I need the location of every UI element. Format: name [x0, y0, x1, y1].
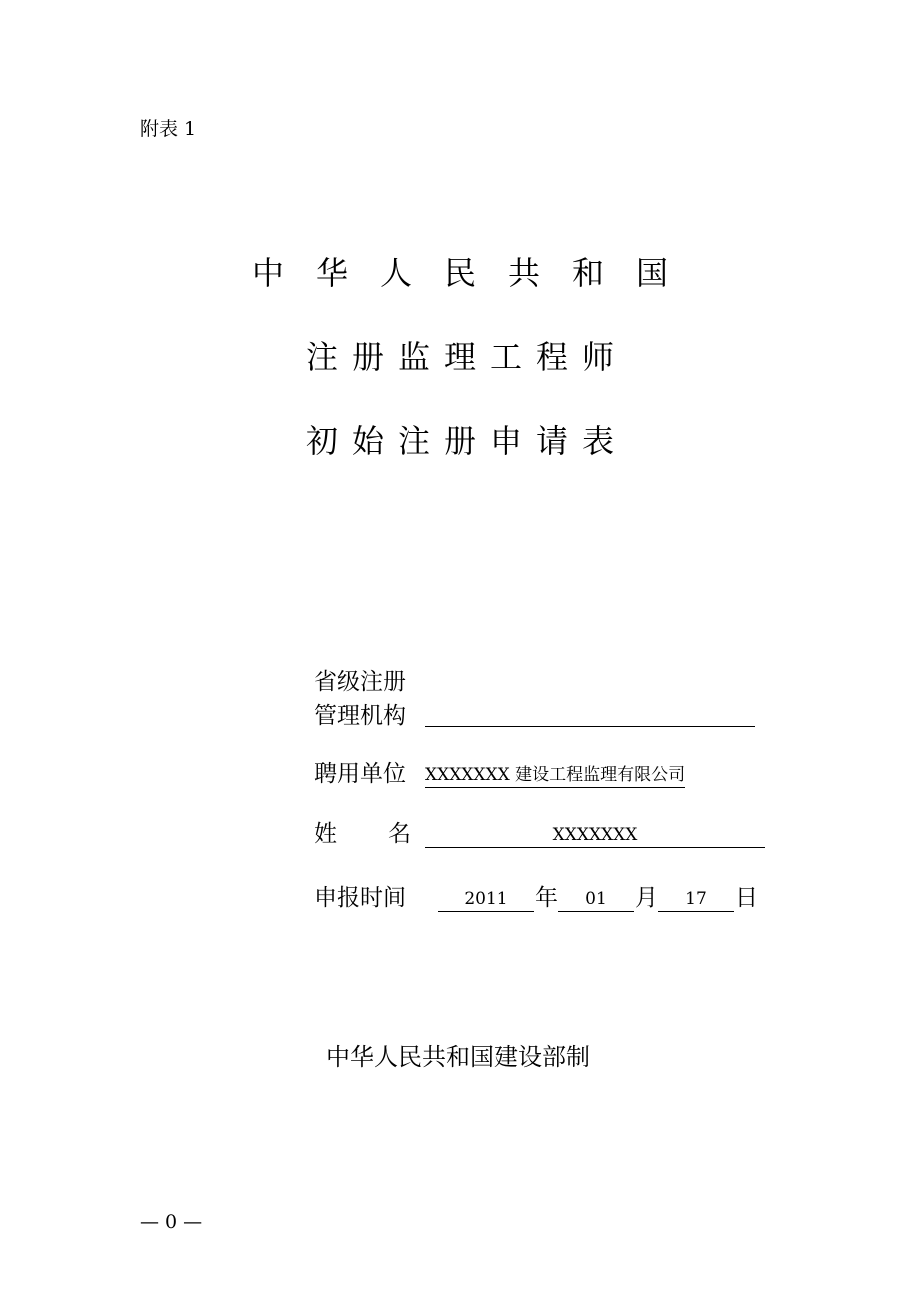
title-form-name: 初始注册申请表 [305, 422, 628, 460]
day-unit: 日 [735, 885, 758, 911]
employer-field[interactable]: XXXXXXX 建设工程监理有限公司 [425, 763, 685, 788]
authority-field[interactable] [425, 702, 755, 727]
date-label: 申报时间 [314, 885, 406, 911]
employer-label: 聘用单位 [314, 761, 406, 787]
title-profession: 注册监理工程师 [305, 338, 628, 376]
year-unit: 年 [535, 885, 558, 911]
authority-label-line2: 管理机构 [314, 703, 406, 729]
year-field[interactable]: 2011 [438, 887, 534, 912]
month-unit: 月 [635, 885, 658, 911]
attachment-label: 附表 1 [140, 118, 197, 140]
title-country: 中华人民共和国 [251, 254, 700, 292]
authority-label-line1: 省级注册 [314, 669, 406, 695]
month-field[interactable]: 01 [558, 887, 634, 912]
issuer-text: 中华人民共和国建设部制 [326, 1043, 590, 1071]
name-label-char1: 姓 [314, 821, 337, 847]
name-label-char2: 名 [388, 821, 411, 847]
day-field[interactable]: 17 [658, 887, 734, 912]
name-field[interactable]: XXXXXXX [425, 823, 765, 848]
page-number: — 0 — [140, 1211, 203, 1233]
